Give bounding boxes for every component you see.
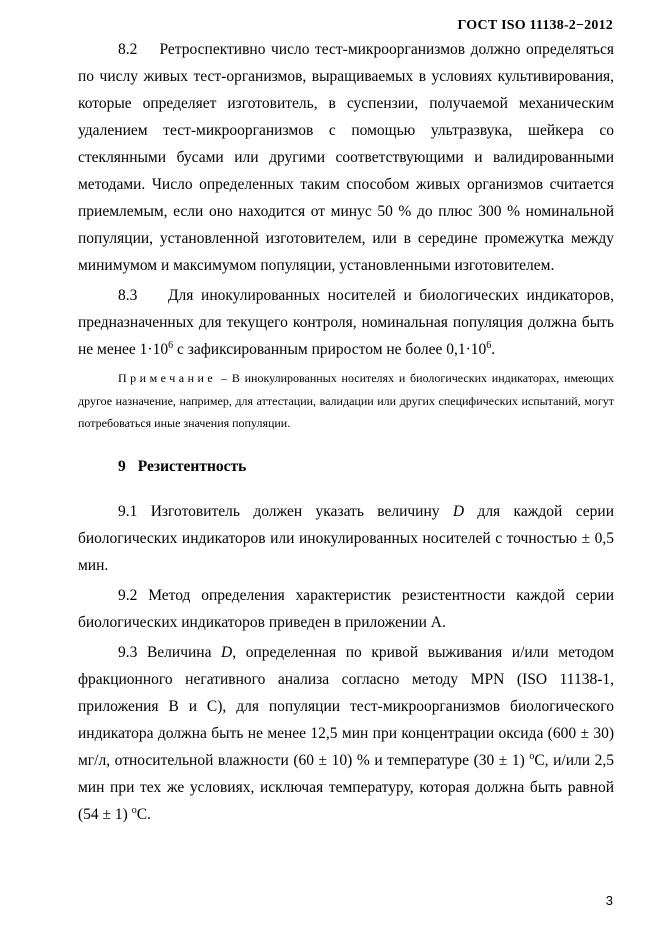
paragraph-text: для каждой серии биологических индикаторов или инокулированных носителей с точностью ± 0,5 мин. (78, 502, 614, 574)
paragraph-text: с зафиксированным приростом не более 0,1·10 (173, 341, 487, 358)
paragraph-8-3 (78, 282, 614, 363)
paragraph-9-1 (78, 498, 614, 579)
paragraph-number: 9.3 (118, 643, 138, 661)
paragraph-text: Изготовитель должен указать величину (150, 502, 453, 520)
section-title: Резистентность (137, 457, 247, 475)
degree-sign: o (529, 750, 535, 762)
degree-sign: o (131, 804, 137, 816)
paragraph-number: 9.1 (118, 502, 138, 520)
paragraph-9-2 (78, 582, 614, 636)
paragraph-number: 9.2 (118, 586, 138, 604)
page-body (78, 36, 614, 831)
paragraph-text: Величина (146, 643, 222, 661)
paragraph-text: Ретроспективно число тест-микроорганизмов должно определяться по числу живых тест-организмов, выращиваемых в условиях культивирования, которые определяет изготовитель, в суспензии, получаемой механическим удалением тест-микроорганизмов с помощью ультразвука, шейкера со стеклянными бусами или другими соответствующими и валидированными методами. Число определенных таким способом живых организмов считается приемлемым, если оно находится от минус 50 % до плюс 300 % номинальной популяции, установленной изготовителем, или в середине промежутка между минимумом и максимумом популяции, установленными изготовителем. (78, 41, 614, 274)
paragraph-text: , определенная по кривой выживания и/или методом фракционного негативного анализа согласно методу MPN (ISO 11138-1, приложения B и C), для популяции тест-микроорганизмов биологического индикатора должна быть не менее 12,5 мин при концентрации оксида (600 ± 30) мг/л, относительной влажности (60 ± 10) % и температуре (30 ± 1) (78, 643, 614, 769)
note (78, 367, 614, 435)
exponent: 6 (486, 339, 492, 351)
section-heading (118, 453, 614, 480)
exponent: 6 (168, 339, 174, 351)
paragraph-number: 8.2 (118, 41, 138, 58)
section-number: 9 (118, 457, 126, 475)
paragraph-text: . (491, 341, 496, 358)
paragraph-8-2 (78, 36, 614, 279)
paragraph-text: С. (136, 805, 151, 823)
paragraph-number: 8.3 (118, 287, 138, 304)
note-label: Примечание (118, 371, 217, 385)
page-number: 3 (605, 893, 613, 908)
paragraph-text: С, и/или 2,5 мин при тех же условиях, исключая температуру, которая должна быть равной (54 ± 1) (78, 751, 614, 823)
paragraph-9-3 (78, 639, 614, 828)
paragraph-text: Для инокулированных носителей и биологических индикаторов, предназначенных для текущего контроля, номинальная популяция должна быть не менее 1·10 (78, 287, 615, 358)
paragraph-text: Метод определения характеристик резистентности каждой серии биологических индикаторов приведен в приложении А. (78, 586, 614, 631)
document-code: ГОСТ ISO 11138-2−2012 (457, 18, 613, 33)
variable: D (452, 502, 465, 520)
variable: D (221, 643, 233, 661)
note-text: – В инокулированных носителях и биологических индикаторах, имеющих другое назначение, например, для аттестации, валидации или других специфических испытаний, могут потребоваться иные значения популяции. (78, 371, 614, 430)
